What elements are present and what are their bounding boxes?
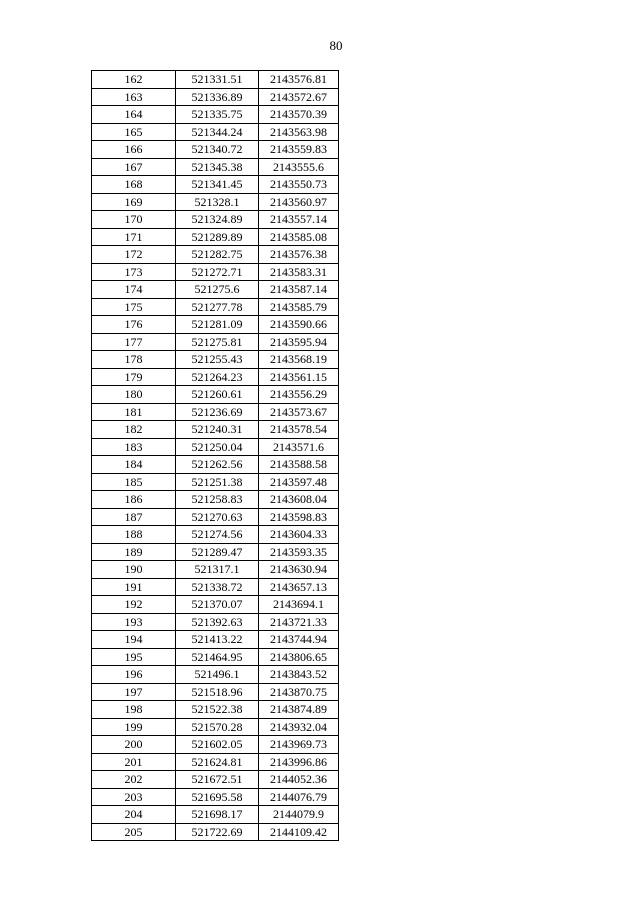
table-row xyxy=(92,88,339,106)
x-coordinate-cell: 521317.1 xyxy=(176,561,259,579)
y-coordinate-cell: 2143550.73 xyxy=(259,176,339,194)
table-row xyxy=(92,701,339,719)
point-number-cell: 187 xyxy=(92,508,176,526)
table-row xyxy=(92,666,339,684)
point-number-cell: 167 xyxy=(92,158,176,176)
point-number-cell: 164 xyxy=(92,106,176,124)
point-number-cell: 177 xyxy=(92,333,176,351)
table-row xyxy=(92,753,339,771)
x-coordinate-cell: 521262.56 xyxy=(176,456,259,474)
y-coordinate-cell: 2143561.15 xyxy=(259,368,339,386)
point-number-cell: 189 xyxy=(92,543,176,561)
point-number-cell: 191 xyxy=(92,578,176,596)
x-coordinate-cell: 521522.38 xyxy=(176,701,259,719)
y-coordinate-cell: 2143874.89 xyxy=(259,701,339,719)
point-number-cell: 163 xyxy=(92,88,176,106)
x-coordinate-cell: 521518.96 xyxy=(176,683,259,701)
x-coordinate-cell: 521275.6 xyxy=(176,281,259,299)
y-coordinate-cell: 2143806.65 xyxy=(259,648,339,666)
table-row xyxy=(92,386,339,404)
y-coordinate-cell: 2143843.52 xyxy=(259,666,339,684)
x-coordinate-cell: 521289.89 xyxy=(176,228,259,246)
x-coordinate-cell: 521251.38 xyxy=(176,473,259,491)
y-coordinate-cell: 2143571.6 xyxy=(259,438,339,456)
y-coordinate-cell: 2143570.39 xyxy=(259,106,339,124)
point-number-cell: 170 xyxy=(92,211,176,229)
y-coordinate-cell: 2143932.04 xyxy=(259,718,339,736)
y-coordinate-cell: 2143608.04 xyxy=(259,491,339,509)
table-row xyxy=(92,788,339,806)
table-row xyxy=(92,246,339,264)
x-coordinate-cell: 521236.69 xyxy=(176,403,259,421)
table-row xyxy=(92,211,339,229)
table-row xyxy=(92,281,339,299)
table-row xyxy=(92,823,339,841)
point-number-cell: 180 xyxy=(92,386,176,404)
table-row xyxy=(92,106,339,124)
point-number-cell: 175 xyxy=(92,298,176,316)
y-coordinate-cell: 2143585.08 xyxy=(259,228,339,246)
x-coordinate-cell: 521722.69 xyxy=(176,823,259,841)
coordinates-table-body xyxy=(92,71,339,841)
y-coordinate-cell: 2143694.1 xyxy=(259,596,339,614)
point-number-cell: 172 xyxy=(92,246,176,264)
y-coordinate-cell: 2143568.19 xyxy=(259,351,339,369)
x-coordinate-cell: 521255.43 xyxy=(176,351,259,369)
x-coordinate-cell: 521370.07 xyxy=(176,596,259,614)
x-coordinate-cell: 521602.05 xyxy=(176,736,259,754)
table-row xyxy=(92,508,339,526)
point-number-cell: 165 xyxy=(92,123,176,141)
x-coordinate-cell: 521250.04 xyxy=(176,438,259,456)
y-coordinate-cell: 2144076.79 xyxy=(259,788,339,806)
table-row xyxy=(92,158,339,176)
table-row xyxy=(92,351,339,369)
point-number-cell: 183 xyxy=(92,438,176,456)
point-number-cell: 190 xyxy=(92,561,176,579)
table-row xyxy=(92,71,339,89)
y-coordinate-cell: 2143559.83 xyxy=(259,141,339,159)
point-number-cell: 199 xyxy=(92,718,176,736)
x-coordinate-cell: 521324.89 xyxy=(176,211,259,229)
point-number-cell: 171 xyxy=(92,228,176,246)
x-coordinate-cell: 521260.61 xyxy=(176,386,259,404)
table-row xyxy=(92,263,339,281)
point-number-cell: 205 xyxy=(92,823,176,841)
y-coordinate-cell: 2143583.31 xyxy=(259,263,339,281)
point-number-cell: 203 xyxy=(92,788,176,806)
x-coordinate-cell: 521341.45 xyxy=(176,176,259,194)
x-coordinate-cell: 521335.75 xyxy=(176,106,259,124)
table-row xyxy=(92,648,339,666)
y-coordinate-cell: 2143556.29 xyxy=(259,386,339,404)
point-number-cell: 179 xyxy=(92,368,176,386)
y-coordinate-cell: 2144109.42 xyxy=(259,823,339,841)
x-coordinate-cell: 521336.89 xyxy=(176,88,259,106)
x-coordinate-cell: 521240.31 xyxy=(176,421,259,439)
x-coordinate-cell: 521624.81 xyxy=(176,753,259,771)
x-coordinate-cell: 521270.63 xyxy=(176,508,259,526)
y-coordinate-cell: 2143597.48 xyxy=(259,473,339,491)
y-coordinate-cell: 2143630.94 xyxy=(259,561,339,579)
table-row xyxy=(92,368,339,386)
table-row xyxy=(92,456,339,474)
y-coordinate-cell: 2143572.67 xyxy=(259,88,339,106)
y-coordinate-cell: 2143563.98 xyxy=(259,123,339,141)
table-row xyxy=(92,176,339,194)
point-number-cell: 192 xyxy=(92,596,176,614)
y-coordinate-cell: 2143573.67 xyxy=(259,403,339,421)
y-coordinate-cell: 2143593.35 xyxy=(259,543,339,561)
x-coordinate-cell: 521345.38 xyxy=(176,158,259,176)
point-number-cell: 184 xyxy=(92,456,176,474)
y-coordinate-cell: 2144052.36 xyxy=(259,771,339,789)
y-coordinate-cell: 2143590.66 xyxy=(259,316,339,334)
x-coordinate-cell: 521570.28 xyxy=(176,718,259,736)
point-number-cell: 169 xyxy=(92,193,176,211)
point-number-cell: 200 xyxy=(92,736,176,754)
point-number-cell: 173 xyxy=(92,263,176,281)
point-number-cell: 194 xyxy=(92,631,176,649)
point-number-cell: 174 xyxy=(92,281,176,299)
table-row xyxy=(92,561,339,579)
point-number-cell: 166 xyxy=(92,141,176,159)
x-coordinate-cell: 521672.51 xyxy=(176,771,259,789)
y-coordinate-cell: 2143657.13 xyxy=(259,578,339,596)
table-row xyxy=(92,736,339,754)
x-coordinate-cell: 521272.71 xyxy=(176,263,259,281)
x-coordinate-cell: 521496.1 xyxy=(176,666,259,684)
x-coordinate-cell: 521331.51 xyxy=(176,71,259,89)
table-row xyxy=(92,438,339,456)
y-coordinate-cell: 2143560.97 xyxy=(259,193,339,211)
x-coordinate-cell: 521289.47 xyxy=(176,543,259,561)
point-number-cell: 182 xyxy=(92,421,176,439)
x-coordinate-cell: 521392.63 xyxy=(176,613,259,631)
x-coordinate-cell: 521258.83 xyxy=(176,491,259,509)
table-row xyxy=(92,771,339,789)
table-row xyxy=(92,123,339,141)
point-number-cell: 181 xyxy=(92,403,176,421)
point-number-cell: 204 xyxy=(92,806,176,824)
table-row xyxy=(92,403,339,421)
point-number-cell: 202 xyxy=(92,771,176,789)
point-number-cell: 195 xyxy=(92,648,176,666)
point-number-cell: 197 xyxy=(92,683,176,701)
y-coordinate-cell: 2143598.83 xyxy=(259,508,339,526)
table-row xyxy=(92,141,339,159)
point-number-cell: 193 xyxy=(92,613,176,631)
y-coordinate-cell: 2143585.79 xyxy=(259,298,339,316)
x-coordinate-cell: 521275.81 xyxy=(176,333,259,351)
point-number-cell: 178 xyxy=(92,351,176,369)
y-coordinate-cell: 2143587.14 xyxy=(259,281,339,299)
y-coordinate-cell: 2143604.33 xyxy=(259,526,339,544)
point-number-cell: 201 xyxy=(92,753,176,771)
table-row xyxy=(92,613,339,631)
point-number-cell: 176 xyxy=(92,316,176,334)
point-number-cell: 196 xyxy=(92,666,176,684)
table-row xyxy=(92,718,339,736)
y-coordinate-cell: 2143576.38 xyxy=(259,246,339,264)
table-row xyxy=(92,578,339,596)
point-number-cell: 188 xyxy=(92,526,176,544)
x-coordinate-cell: 521698.17 xyxy=(176,806,259,824)
table-row xyxy=(92,473,339,491)
y-coordinate-cell: 2143588.58 xyxy=(259,456,339,474)
x-coordinate-cell: 521413.22 xyxy=(176,631,259,649)
table-row xyxy=(92,228,339,246)
y-coordinate-cell: 2143555.6 xyxy=(259,158,339,176)
table-row xyxy=(92,543,339,561)
y-coordinate-cell: 2143721.33 xyxy=(259,613,339,631)
x-coordinate-cell: 521338.72 xyxy=(176,578,259,596)
y-coordinate-cell: 2143576.81 xyxy=(259,71,339,89)
table-row xyxy=(92,333,339,351)
page-number: 80 xyxy=(329,38,343,53)
y-coordinate-cell: 2143744.94 xyxy=(259,631,339,649)
y-coordinate-cell: 2143996.86 xyxy=(259,753,339,771)
point-number-cell: 168 xyxy=(92,176,176,194)
point-number-cell: 186 xyxy=(92,491,176,509)
x-coordinate-cell: 521274.56 xyxy=(176,526,259,544)
y-coordinate-cell: 2143595.94 xyxy=(259,333,339,351)
x-coordinate-cell: 521344.24 xyxy=(176,123,259,141)
y-coordinate-cell: 2143557.14 xyxy=(259,211,339,229)
y-coordinate-cell: 2143578.54 xyxy=(259,421,339,439)
table-row xyxy=(92,631,339,649)
coordinates-table xyxy=(91,70,339,841)
y-coordinate-cell: 2144079.9 xyxy=(259,806,339,824)
x-coordinate-cell: 521695.58 xyxy=(176,788,259,806)
x-coordinate-cell: 521340.72 xyxy=(176,141,259,159)
table-row xyxy=(92,491,339,509)
point-number-cell: 185 xyxy=(92,473,176,491)
y-coordinate-cell: 2143969.73 xyxy=(259,736,339,754)
x-coordinate-cell: 521277.78 xyxy=(176,298,259,316)
point-number-cell: 162 xyxy=(92,71,176,89)
table-row xyxy=(92,316,339,334)
table-row xyxy=(92,596,339,614)
table-row xyxy=(92,193,339,211)
x-coordinate-cell: 521281.09 xyxy=(176,316,259,334)
x-coordinate-cell: 521282.75 xyxy=(176,246,259,264)
x-coordinate-cell: 521464.95 xyxy=(176,648,259,666)
point-number-cell: 198 xyxy=(92,701,176,719)
table-row xyxy=(92,683,339,701)
x-coordinate-cell: 521264.23 xyxy=(176,368,259,386)
y-coordinate-cell: 2143870.75 xyxy=(259,683,339,701)
table-row xyxy=(92,526,339,544)
table-row xyxy=(92,806,339,824)
table-row xyxy=(92,298,339,316)
x-coordinate-cell: 521328.1 xyxy=(176,193,259,211)
table-row xyxy=(92,421,339,439)
